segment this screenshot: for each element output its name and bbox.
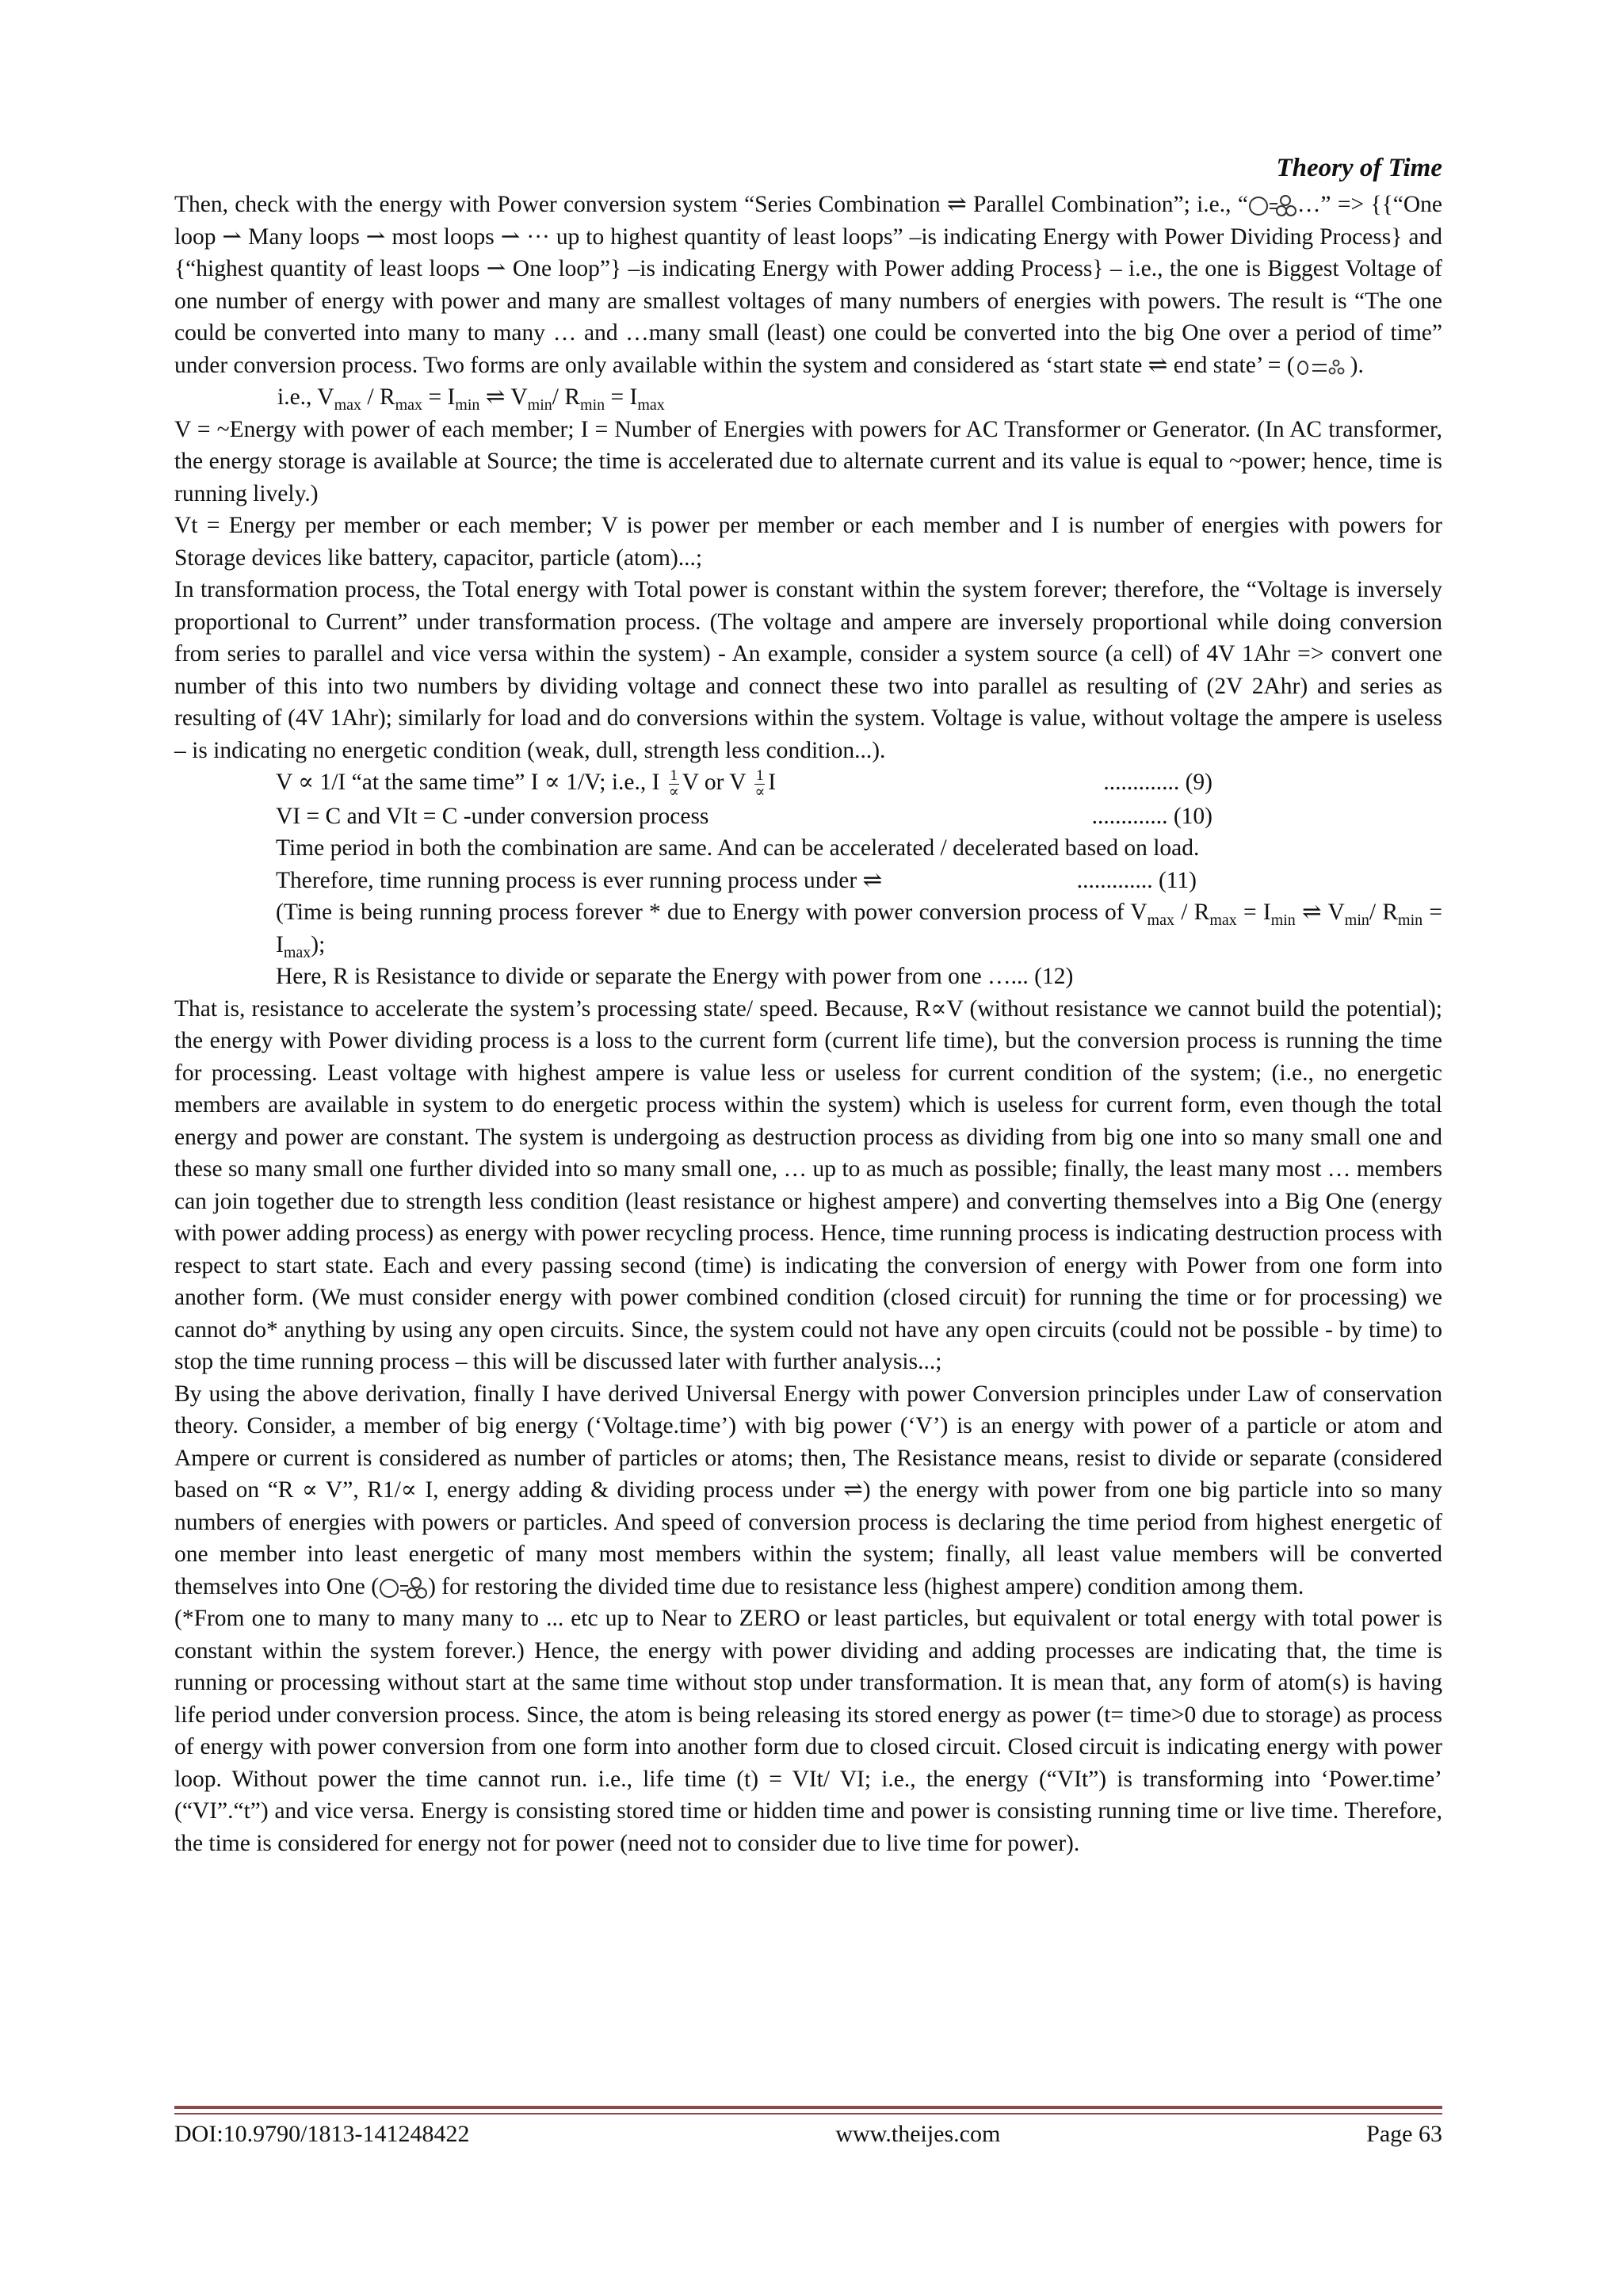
running-header: Theory of Time [1276, 154, 1442, 182]
footer-url[interactable]: www.theijes.com [835, 2121, 1001, 2147]
line-time-period: Time period in both the combination are same. And can be accelerated / decelerated based on load. [276, 835, 1200, 861]
equation-11: Therefore, time running process is ever running process under ⇌ ............. (11) [174, 865, 1442, 897]
equation-11-note: (Time is being running process forever * due to Energy with power conversion process of $V_{max} / R_{max} = I_{min}$ ⇌ $V_{min}/$ $R_{min} = I_{max}$); [276, 900, 1443, 961]
paragraph-life-time: (*From one to many to many many to ... etc up to Near to ZERO or least particles, but equivalent or total energy with total power is constant within the system forever.) Hence, the energy with power dividing and adding processes are indicating that, the time is running or processing without start at the same time without stop under transformation. It is mean that, any form of atom(s) is having life period under conversion process. Since, the atom is being releasing its stored energy as power (t= time>0 due to storage) as process of energy with power conversion from one form into another form due to closed circuit. Closed circuit is indicating energy with power loop. Without power the time cannot run. i.e., life time (t) = VIt/ VI; i.e., the energy (“VIt”) is transforming into ‘Power.time’ (“VI”.“t”) and vice versa. Energy is consisting stored time or hidden time and power is consisting running time or live time. Therefore, the time is considered for energy not for power (need not to consider due to live time for power). [174, 1606, 1442, 1856]
equation-vmax-rmax: i.e., $V_{max} / R_{max} = I_{min}$ ⇌ $V_{min}/$ $R_{min} = I_{max}$ [277, 384, 665, 414]
footer [174, 2121, 1442, 2148]
paragraph-resistance: That is, resistance to accelerate the system’s processing state/ speed. Because, R∝V (without resistance we cannot build the potential); the energy with Power dividing process is a loss to the current form (current life time), but the conversion process is running the time for processing. Least voltage with highest ampere is value less or useless for current condition of the system; (i.e., no energetic members are available in system to do energetic process within the system) which is useless for current form, even though the total energy and power are constant. The system is undergoing as destruction process as dividing from big one into so many small one and these so many small one further divided into so many small one, … up to as much as possible; finally, the least many most … members can join together due to strength less condition (least resistance or highest ampere) and converting themselves into a Big One (energy with power adding process) as energy with power recycling process. Hence, time running process is indicating destruction process with respect to start state. Each and every passing second (time) is indicating the conversion of energy with Power from one form into another form. (We must consider energy with power combined condition (closed circuit) for running the time or for processing) we cannot do* anything by using any open circuits. Since, the system could not have any open circuits (could not be possible - by time) to stop the time running process – this will be discussed later with further analysis...; [174, 995, 1442, 1375]
paragraph-storage-devices: Vt = Energy per member or each member; V is power per member or each member and I is number of energies with powers for Storage devices like battery, capacitor, particle (atom)...; [174, 513, 1442, 571]
fraction: $\frac{1}{\propto}$ [668, 766, 679, 800]
loop-conversion-icon [1248, 193, 1297, 219]
paragraph-universal-energy: By using the above derivation, finally I have derived Universal Energy with power Conversion principles under Law of conservation theory. Consider, a member of big energy (‘Voltage.time’) with big power (‘V’) is an energy with power of a particle or atom and Ampere or current is considered as number of particles or atoms; then, The Resistance means, resist to divide or separate (considered based on “R ∝ V”, R1/∝ I, energy adding & dividing process under ⇌) the energy with power from one big particle into so many numbers of energies with powers or particles. And speed of conversion process is declaring the time period from highest energetic of one member into least energetic of many most members within the system; finally, all least value members will be converted themselves into One ( ) for restoring the divided time due to resistance less (highest ampere) condition among them. [174, 1378, 1442, 1603]
footer-rule [174, 2106, 1442, 2109]
paragraph-transformation-process: In transformation process, the Total energy with Total power is constant within the system forever; therefore, the “Voltage is inversely proportional to Current” under transformation process. (The voltage and ampere are inversely proportional while doing conversion from series to parallel and vice versa within the system) - An example, consider a system source (a cell) of 4V 1Ahr => convert one number of this into two numbers by dividing voltage and connect these two into parallel as resulting of (2V 2Ahr) and series as resulting of (4V 1Ahr); similarly for load and do conversions within the system. Voltage is value, without voltage the ampere is useless – is indicating no energetic condition (weak, dull, strength less condition...). [174, 577, 1442, 763]
equation-9: V ∝ 1/I “at the same time” I ∝ 1/V; i.e., I $\frac{1}{\propto}$ V or V $\frac{1}{\propto}$ I ............. (9) [276, 766, 1212, 800]
page-content [174, 151, 1442, 1859]
fraction: $\frac{1}{\propto}$ [754, 766, 766, 800]
equation-12: Here, R is Resistance to divide or separate the Energy with power from one …... (12) [276, 964, 1074, 990]
equation-number: ............. (10) [1091, 803, 1212, 829]
equation-10: VI = C and VIt = C -under conversion process ............. (10) [174, 800, 1442, 833]
footer-rule [174, 2113, 1442, 2115]
loop-conversion-icon [379, 1576, 428, 1601]
footer-doi: DOI:10.9790/1813-141248422 [174, 2121, 470, 2147]
start-end-state-icon [1295, 355, 1350, 379]
paragraph-series-parallel: Then, check with the energy with Power conversion system “Series Combination ⇌ Parallel Combination”; i.e., “ …” => {{“One loop ⇀ Many loops ⇀ most loops ⇀ ··· up to highest quantity of least loops” –is indicating Energy with Power Dividing Process} and {“highest quantity of least loops ⇀ One loop”} –is indicating Energy with Power adding Process} – i.e., the one is Biggest Voltage of one number of energy with power and many are smallest voltages of many numbers of energies with powers. The result is “The one could be converted into many to many … and …many small (least) one could be converted into the big One over a period of time” under conversion process. Two forms are only available within the system and considered as ‘start state ⇌ end state’ = ( ). [174, 192, 1442, 378]
footer-page-number: Page 63 [1366, 2121, 1442, 2147]
equation-number: ............. (11) [1076, 867, 1197, 893]
equation-number: ............. (9) [1103, 770, 1212, 795]
paragraph-ac-transformer: V = ~Energy with power of each member; I = Number of Energies with powers for AC Transformer or Generator. (In AC transformer, the energy storage is available at Source; the time is accelerated due to alternate current and its value is equal to ~power; hence, time is running lively.) [174, 416, 1442, 506]
